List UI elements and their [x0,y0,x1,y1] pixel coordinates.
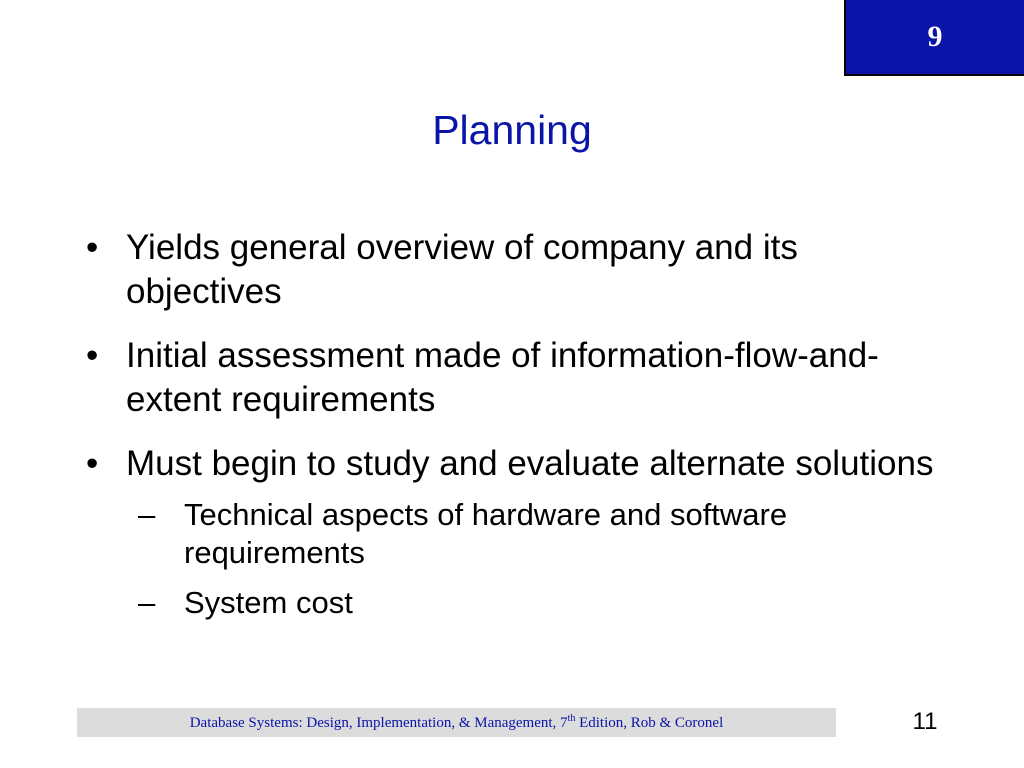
bullet-item [86,334,936,422]
bullet-text: Yields general overview of company and its objectives [126,228,798,311]
bullet-text: Must begin to study and evaluate alternate solutions [126,444,934,483]
bullet-list [86,226,936,642]
chapter-badge [844,0,1024,76]
sub-bullet-item [138,496,936,572]
bullet-item [86,442,936,622]
page-number: 11 [912,708,938,735]
bullet-marker: • [86,228,99,267]
footer-citation [190,713,724,732]
footer-bar [77,708,836,737]
bullet-marker: • [86,444,99,483]
bullet-item [86,226,936,314]
footer-superscript: th [567,713,576,724]
bullet-text: Initial assessment made of information-flow-and-extent requirements [126,336,879,419]
sub-bullet-item [138,584,936,622]
sub-bullet-text: System cost [184,585,353,620]
slide-title: Planning [432,107,592,153]
sub-bullet-marker: – [138,497,156,532]
chapter-number: 9 [927,20,943,53]
bullet-marker: • [86,336,99,375]
sub-bullet-list [126,496,936,622]
sub-bullet-text: Technical aspects of hardware and software requirements [184,497,788,570]
footer-text-before: Database Systems: Design, Implementation, & Management, 7 [189,715,568,731]
sub-bullet-marker: – [138,585,156,620]
footer-text-after: Edition, Rob & Coronel [575,715,724,731]
